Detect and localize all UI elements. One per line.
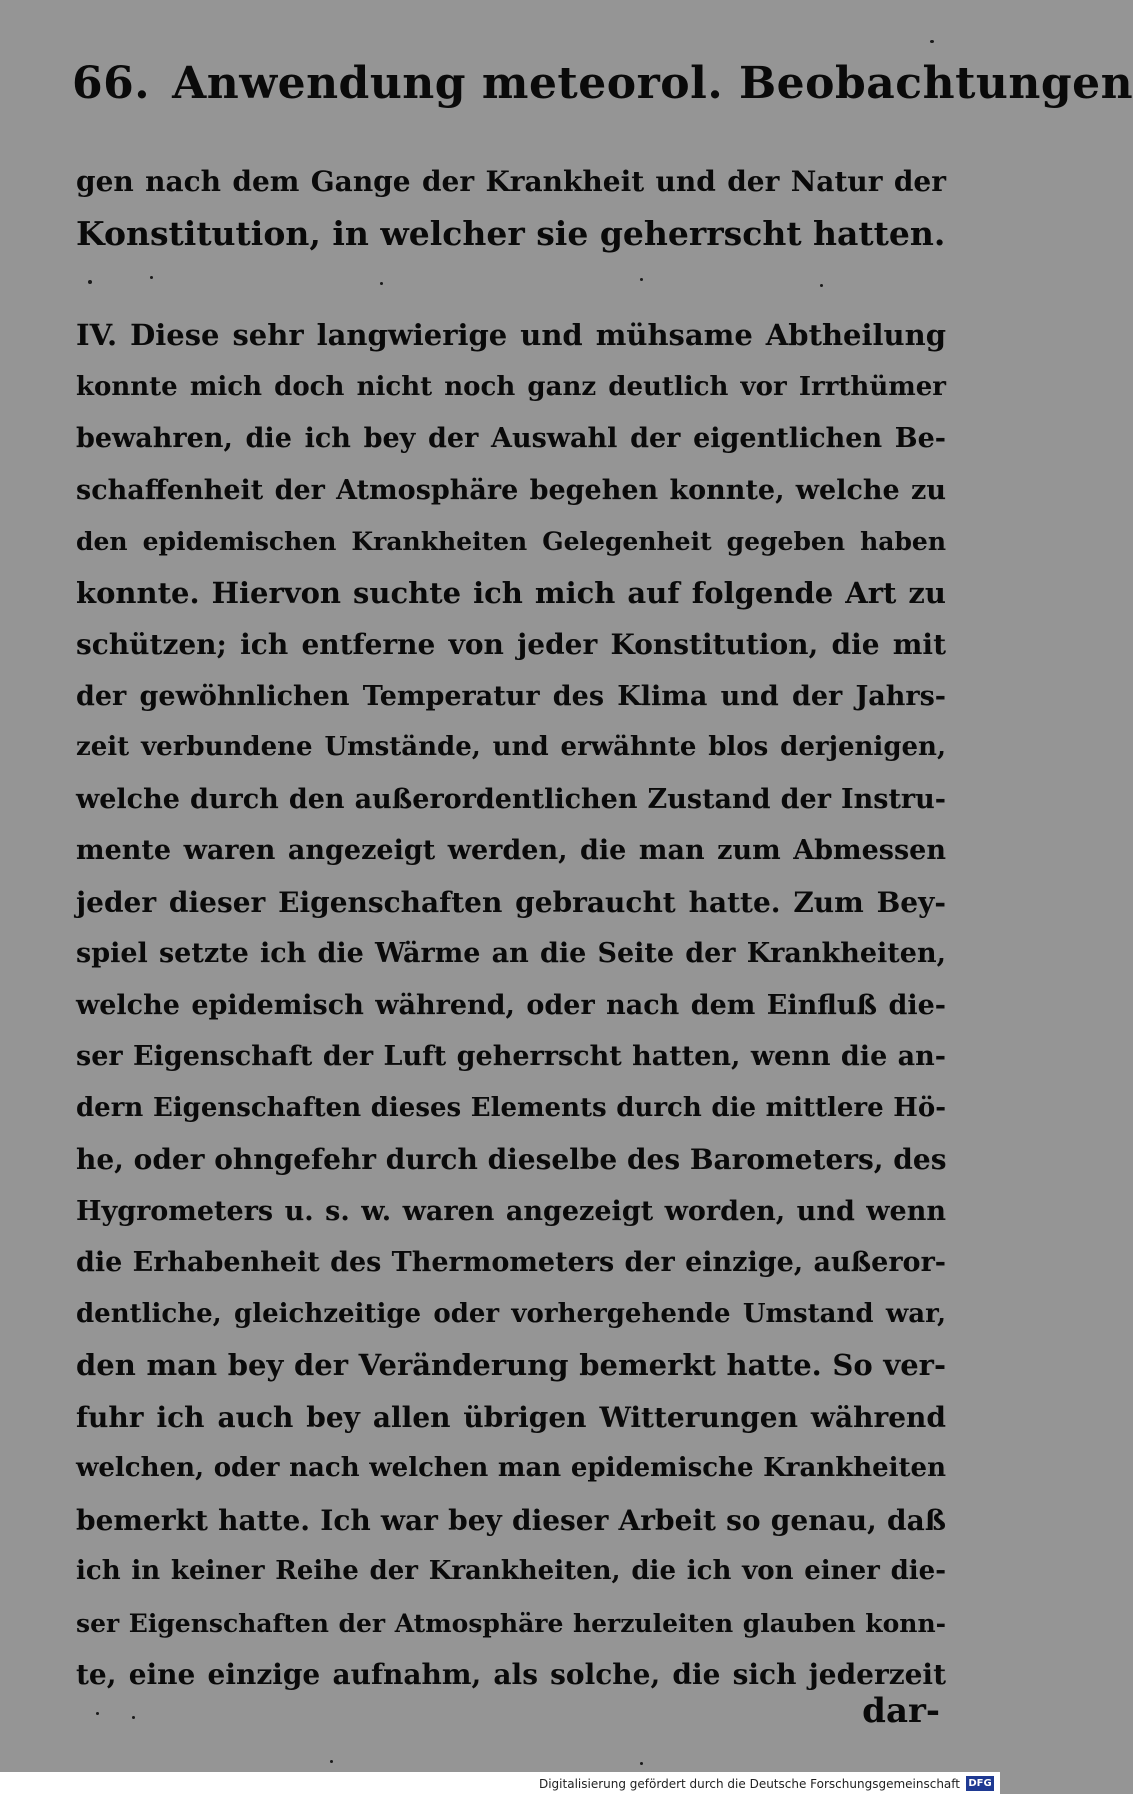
text-line: bewahren, die ich bey der Auswahl der eigentlichen Be- (76, 423, 946, 454)
text-line: die Erhabenheit des Thermometers der einzige, außeror- (76, 1247, 946, 1278)
text-line: dern Eigenschaften dieses Elements durch die mittlere Hö- (76, 1092, 946, 1123)
text-line: Konstitution, in welcher sie geherrscht hatten. (76, 213, 946, 253)
text-line: ser Eigenschaften der Atmosphäre herzuleiten glauben konn- (76, 1608, 946, 1638)
paragraph-section-iv (76, 310, 946, 1701)
text-line: dentliche, gleichzeitige oder vorhergehende Umstand war, (76, 1298, 946, 1329)
text-line: mente waren angezeigt werden, die man zum Abmessen (76, 835, 946, 866)
text-line: spiel setzte ich die Wärme an die Seite der Krankheiten, (76, 938, 946, 969)
text-line: IV. Diese sehr langwierige und mühsame Abtheilung (76, 318, 946, 352)
running-title: Anwendung meteorol. Beobachtungen (172, 58, 1133, 109)
text-line: schützen; ich entferne von jeder Konstitution, die mit (76, 628, 946, 661)
scan-speck (640, 1762, 643, 1765)
text-line: jeder dieser Eigenschaften gebraucht hatte. Zum Bey- (76, 885, 946, 919)
text-line: den epidemischen Krankheiten Gelegenheit gegeben haben (76, 527, 946, 556)
scan-speck (150, 276, 153, 279)
text-line: bemerkt hatte. Ich war bey dieser Arbeit so genau, daß (76, 1503, 946, 1537)
catchword: dar- (862, 1691, 940, 1731)
text-line: Hygrometers u. s. w. waren angezeigt worden, und wenn (76, 1195, 946, 1227)
text-line: welche durch den außerordentlichen Zustand der Instru- (76, 783, 946, 815)
scan-speck (88, 280, 92, 284)
scan-speck (132, 1716, 135, 1719)
text-line: welche epidemisch während, oder nach dem Einfluß die- (76, 989, 946, 1021)
page-number: 66. (72, 58, 151, 109)
text-line: he, oder ohngefehr durch dieselbe des Barometers, des (76, 1143, 947, 1176)
text-line: zeit verbundene Umstände, und erwähnte blos derjenigen, (76, 732, 946, 762)
scan-speck (930, 40, 934, 43)
digitization-footer (0, 1772, 1000, 1794)
text-line: ser Eigenschaft der Luft geherrscht hatten, wenn die an- (76, 1041, 946, 1072)
text-line: konnte. Hiervon suchte ich mich auf folgende Art zu (76, 575, 946, 610)
scan-speck (820, 284, 823, 287)
text-line: te, eine einzige aufnahm, als solche, die sich jederzeit (76, 1658, 946, 1691)
dfg-logo-icon: DFG (966, 1776, 994, 1791)
text-line: ich in keiner Reihe der Krankheiten, die ich von einer die- (76, 1556, 946, 1586)
text-line: der gewöhnlichen Temperatur des Klima und der Jahrs- (76, 680, 946, 712)
scan-speck (96, 1712, 99, 1715)
text-line: den man bey der Veränderung bemerkt hatte. So ver- (76, 1348, 946, 1382)
text-line: fuhr ich auch bey allen übrigen Witterungen während (76, 1400, 946, 1434)
text-line: welchen, oder nach welchen man epidemische Krankheiten (76, 1453, 946, 1483)
text-line: schaffenheit der Atmosphäre begehen konnte, welche zu (76, 474, 946, 506)
text-line: konnte mich doch nicht noch ganz deutlich vor Irrthümer (76, 371, 946, 402)
funding-credit: Digitalisierung gefördert durch die Deutsche Forschungsgemeinschaft (538, 1777, 960, 1791)
scan-speck (640, 278, 643, 281)
running-header (72, 58, 1133, 118)
scan-speck (380, 282, 383, 285)
text-line: gen nach dem Gange der Krankheit und der Natur der (76, 165, 946, 198)
scan-speck (330, 1760, 333, 1763)
paragraph-continuation (76, 156, 946, 259)
